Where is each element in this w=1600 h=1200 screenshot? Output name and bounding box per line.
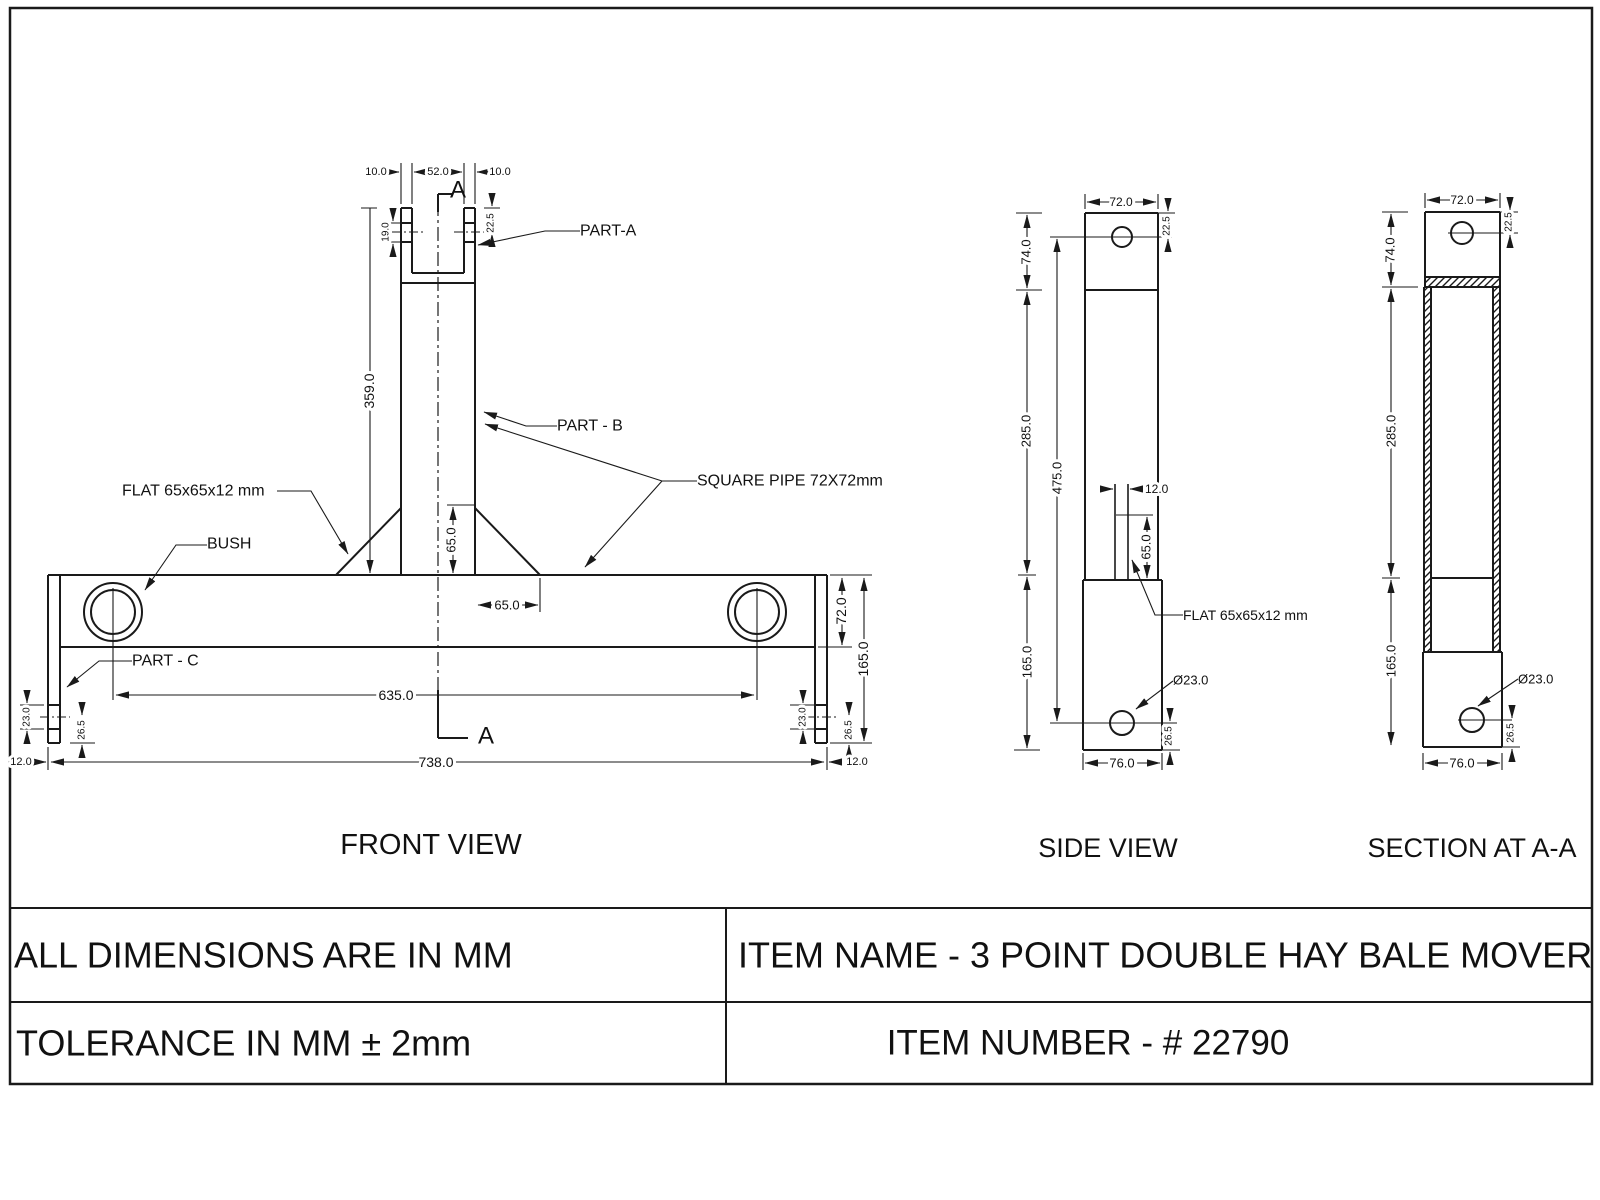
annotation-layer [10, 166, 1553, 771]
front-dim-738: 738.0 [418, 754, 454, 770]
section-dim-165: 165.0 [1383, 644, 1399, 678]
side-dim-165: 165.0 [1019, 645, 1035, 679]
section-line-markers [438, 194, 468, 738]
section-outline [1423, 212, 1502, 747]
front-dim-635: 635.0 [378, 687, 414, 703]
side-dimension-lines [1027, 198, 1170, 764]
front-label-square-pipe: SQUARE PIPE 72X72mm [697, 472, 883, 490]
side-dim-72: 72.0 [1109, 195, 1133, 209]
section-hatch-wall-right [1493, 287, 1500, 652]
front-dim-52: 52.0 [427, 166, 449, 178]
front-dim-165: 165.0 [855, 641, 871, 677]
side-view-caption: SIDE VIEW [1038, 833, 1178, 863]
section-leader-lines [1478, 679, 1518, 706]
note-all-dimensions: ALL DIMENSIONS ARE IN MM [14, 934, 513, 976]
section-hatch-wall-left [1424, 287, 1431, 652]
front-bush-centerlines [113, 588, 757, 700]
front-dim-10-left: 10.0 [365, 166, 387, 178]
front-label-bush: BUSH [207, 535, 252, 553]
side-dim-12: 12.0 [1145, 482, 1169, 496]
front-dimension-lines [27, 172, 864, 762]
note-tolerance: TOLERANCE IN MM ± 2mm [16, 1022, 472, 1064]
front-extension-lines [20, 163, 872, 770]
front-dim-72: 72.0 [833, 597, 849, 625]
front-view [20, 163, 872, 770]
front-leader-lines [67, 231, 697, 687]
front-label-part-b: PART - B [557, 417, 623, 435]
front-dim-26-5-left: 26.5 [76, 720, 88, 740]
side-dim-22-5: 22.5 [1161, 216, 1173, 236]
front-dim-23-left: 23.0 [21, 707, 33, 727]
side-dim-26-5: 26.5 [1163, 726, 1175, 746]
section-view [1382, 193, 1520, 770]
side-label-dia-23: Ø23.0 [1173, 672, 1209, 688]
side-flat-edges [1115, 484, 1128, 580]
front-dim-12-right: 12.0 [846, 756, 868, 768]
section-hole-centerlines [1448, 233, 1518, 720]
section-dim-72: 72.0 [1450, 193, 1474, 207]
section-dim-22-5: 22.5 [1503, 212, 1515, 232]
section-dim-285: 285.0 [1383, 414, 1399, 448]
front-dim-23-right: 23.0 [797, 707, 809, 727]
section-dim-76: 76.0 [1449, 755, 1475, 771]
front-dim-65-vertical: 65.0 [443, 527, 459, 553]
front-label-part-c: PART - C [132, 652, 199, 670]
side-dim-65: 65.0 [1138, 534, 1154, 560]
front-dim-359: 359.0 [361, 373, 377, 409]
front-view-caption: FRONT VIEW [340, 829, 522, 861]
side-dim-475: 475.0 [1049, 461, 1065, 495]
front-dim-26-5-right: 26.5 [843, 720, 855, 740]
front-section-marker-a-bottom: A [477, 722, 495, 750]
section-dim-26-5: 26.5 [1505, 723, 1517, 743]
side-dim-285: 285.0 [1018, 414, 1034, 448]
side-dim-74: 74.0 [1018, 239, 1034, 265]
front-dim-22-5: 22.5 [485, 213, 497, 233]
front-dim-12-left: 12.0 [10, 756, 32, 768]
side-label-flat: FLAT 65x65x12 mm [1183, 607, 1308, 623]
section-dim-74: 74.0 [1382, 237, 1398, 263]
front-label-part-a: PART-A [580, 222, 637, 240]
side-dim-76: 76.0 [1109, 755, 1135, 771]
front-dim-10-right: 10.0 [489, 166, 511, 178]
section-hatch-cap [1425, 277, 1500, 287]
front-dim-19: 19.0 [380, 222, 392, 242]
section-view-caption: SECTION AT A-A [1367, 833, 1577, 863]
section-label-dia-23: Ø23.0 [1518, 671, 1554, 687]
item-name: ITEM NAME - 3 POINT DOUBLE HAY BALE MOVER [738, 934, 1593, 976]
front-section-marker-a-top: A [449, 176, 467, 204]
front-dim-65-horizontal: 65.0 [494, 597, 520, 613]
item-number: ITEM NUMBER - # 22790 [886, 1023, 1290, 1063]
front-label-flat: FLAT 65x65x12 mm [122, 482, 265, 500]
